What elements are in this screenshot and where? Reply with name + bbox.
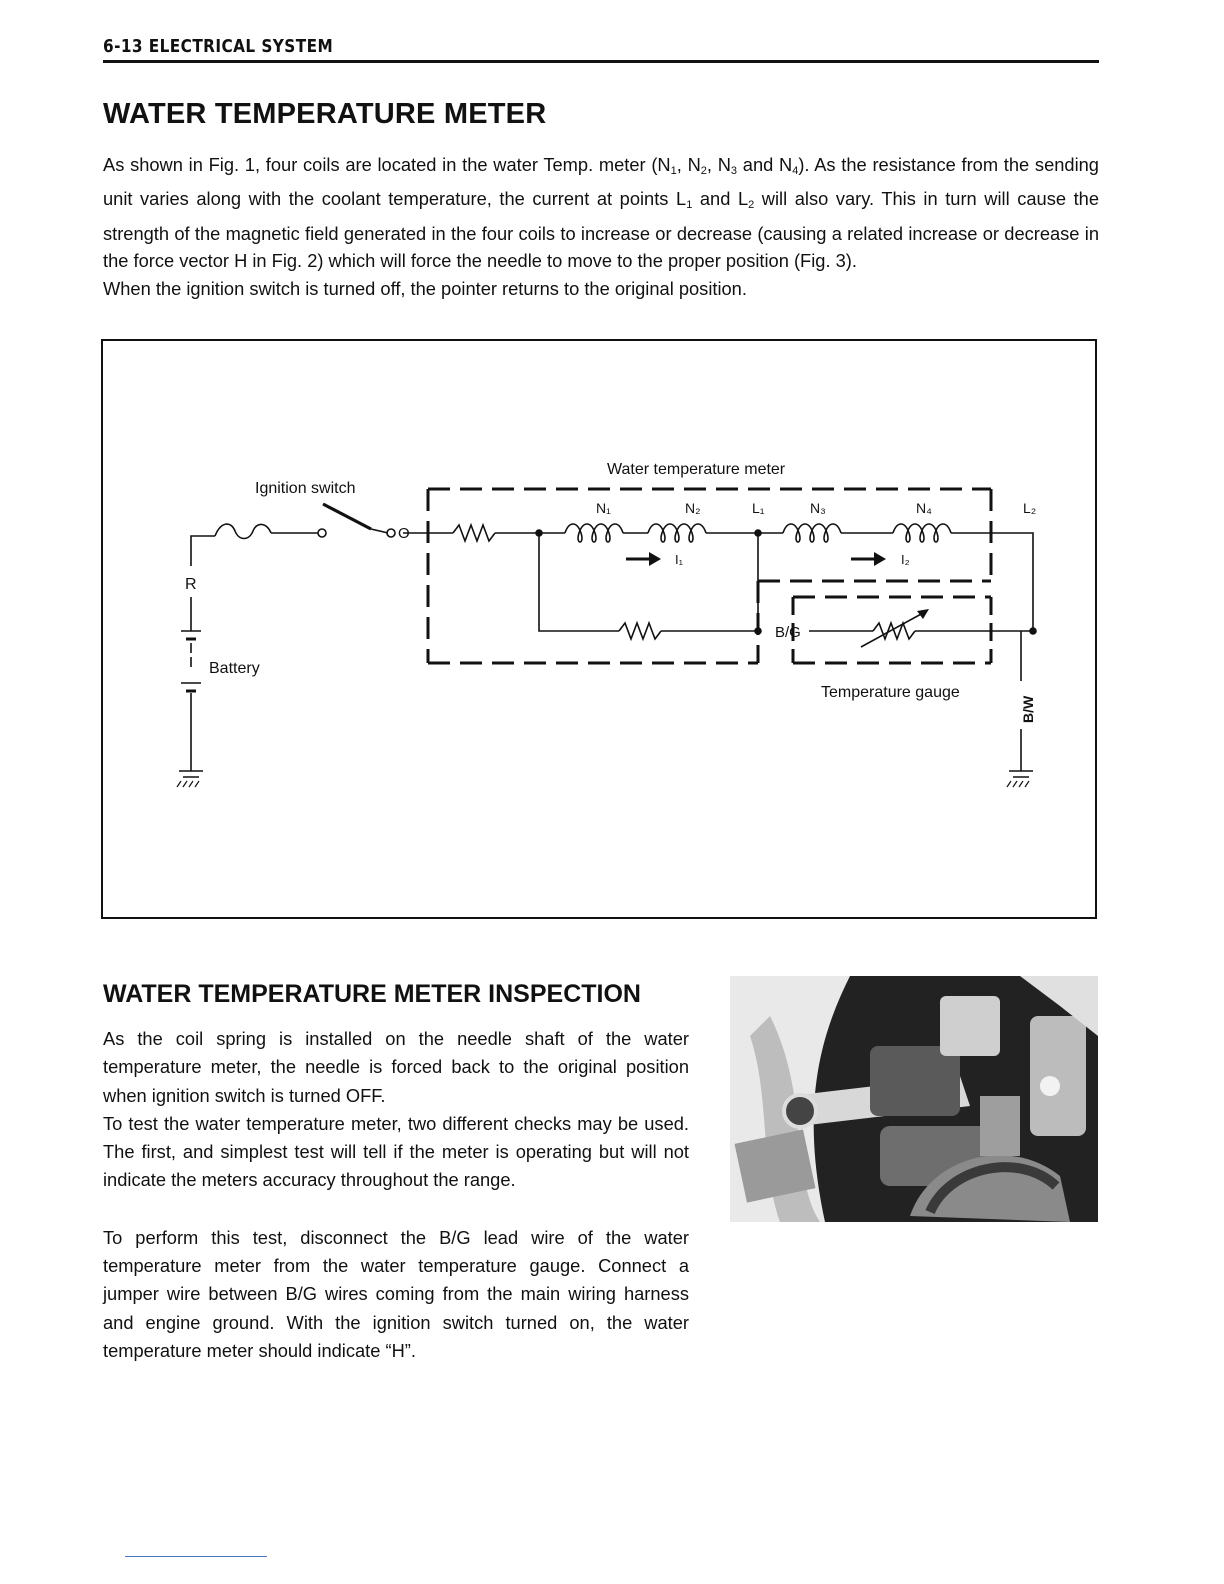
coil-n1-label: N₁	[596, 500, 611, 516]
meter-label: Water temperature meter	[607, 461, 786, 478]
current-i1-label: I₁	[675, 552, 683, 567]
coil-n2-label: N₂	[685, 500, 701, 516]
switch-lever	[323, 504, 371, 529]
coil-n2	[648, 524, 706, 542]
engine-photo	[730, 976, 1098, 1222]
ignition-switch-label: Ignition switch	[255, 480, 356, 497]
fuse-symbol	[215, 524, 271, 538]
bg-wire-label: B/G	[775, 624, 801, 641]
section-heading: WATER TEMPERATURE METER INSPECTION	[103, 980, 641, 1008]
ground-symbol-right	[1007, 771, 1033, 787]
intro-text	[103, 151, 1099, 302]
bw-wire-label: B/W	[1020, 695, 1036, 723]
page-title: WATER TEMPERATURE METER	[103, 98, 547, 130]
footer-rule	[125, 1556, 267, 1557]
current-i2-label: I₂	[901, 552, 910, 567]
coil-n1	[565, 524, 623, 542]
inspection-paragraph-2: To test the water temperature meter, two different checks may be used. The first, and simplest test will tell if the meter is operating but will not indicate the meters accuracy throughout the range.	[103, 1112, 689, 1191]
inspection-text	[103, 1025, 689, 1365]
circuit-diagram-box	[101, 339, 1097, 919]
circuit-diagram	[103, 341, 1099, 921]
coil-n3	[783, 524, 841, 542]
coil-n4	[893, 524, 951, 542]
intro-paragraph-2: When the ignition switch is turned off, the pointer returns to the original position.	[103, 277, 747, 299]
current-arrow-i1	[649, 552, 661, 566]
running-head: 6-13 ELECTRICAL SYSTEM	[103, 36, 334, 57]
battery-label: Battery	[209, 660, 260, 677]
intro-paragraph-1: As shown in Fig. 1, four coils are located in the water Temp. meter ($N_1$, $N_2$, $N_3$ and $N_4$). As the resistance from the sending unit varies along with the coolant temperature, the current at points $L_1$ and $L_2$ will also vary. This in turn will cause the strength of the magnetic field generated in the four coils to increase or decrease (causing a related increase or decrease in the force vector H in Fig. 2) which will force the needle to move to the proper position (Fig. 3).	[103, 154, 1099, 272]
point-l2-label: L₂	[1023, 500, 1037, 516]
input-resistor	[453, 525, 495, 541]
coil-n4-label: N₄	[916, 500, 932, 516]
inspection-paragraph-1: As the coil spring is installed on the needle shaft of the water temperature meter, the needle is forced back to the original position when ignition switch is turned OFF.	[103, 1028, 689, 1106]
coil-n3-label: N₃	[810, 500, 826, 516]
switch-contact-right	[387, 529, 395, 537]
battery-feed-wire	[191, 536, 215, 566]
temperature-gauge-label: Temperature gauge	[821, 684, 960, 701]
engine-photo-illustration	[730, 976, 1098, 1222]
inspection-paragraph-3: To perform this test, disconnect the B/G lead wire of the water temperature meter from the water temperature gauge. Connect a jumper wire between B/G wires coming from the main wiring harness and engine ground. With the ignition switch turned on, the water temperature meter should indicate “H”.	[103, 1226, 689, 1361]
ground-symbol-left	[177, 771, 203, 787]
switch-contact-left	[318, 529, 326, 537]
svg-text:O: O	[398, 525, 410, 542]
point-l1-label: L₁	[752, 500, 765, 516]
header-rule	[103, 60, 1099, 63]
current-arrow-i2	[874, 552, 886, 566]
r-label: R	[185, 576, 197, 593]
branch-resistor	[619, 623, 661, 639]
